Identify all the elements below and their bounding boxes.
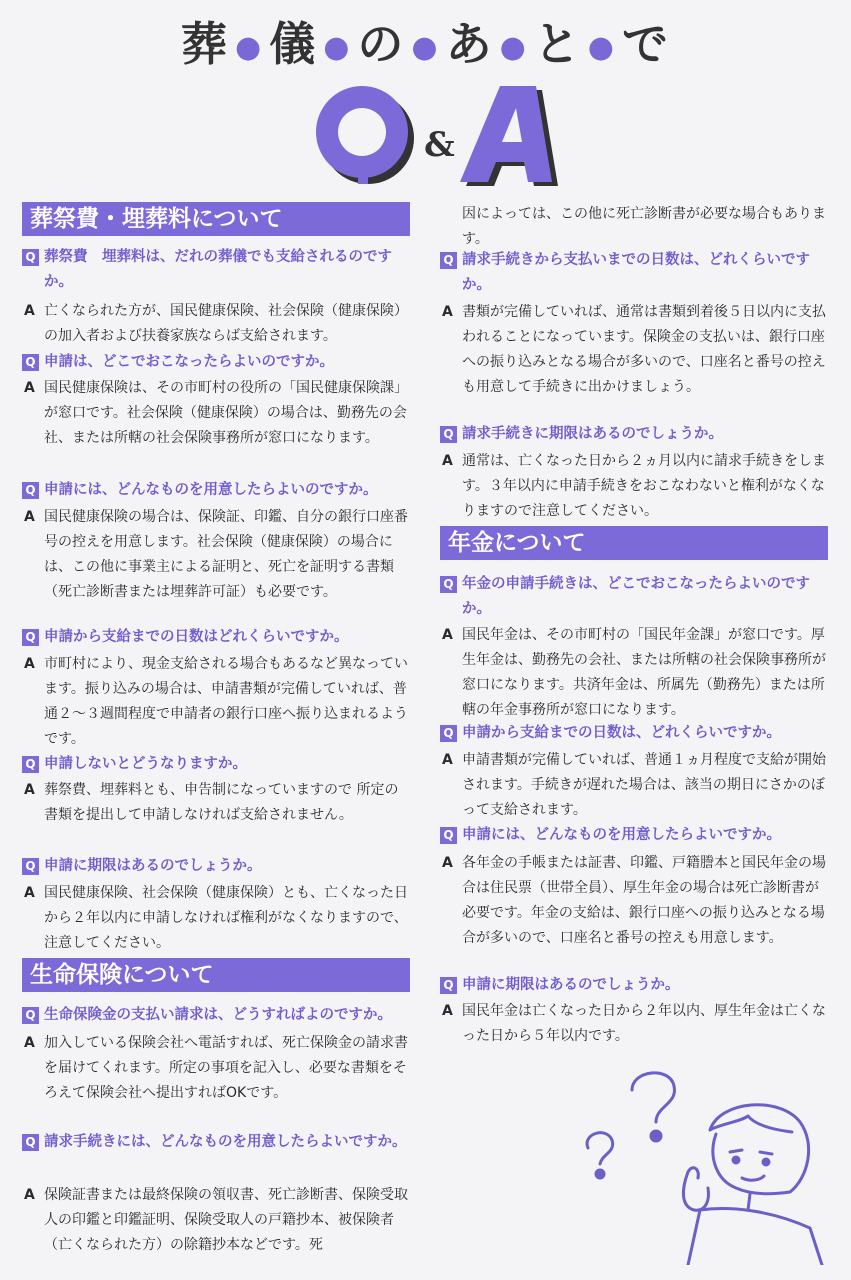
question-text: 請求手続きには、どんなものを用意したらよいですか。 [44,1134,407,1150]
a-marker: A [24,885,35,901]
question [22,752,410,777]
question-text: 請求手続きに期限はあるのでしょうか。 [462,426,723,442]
logo-q-letter [316,86,414,184]
question-mark-icon [632,1073,674,1141]
answer [22,299,410,349]
question-mark-icon [587,1133,613,1178]
answer-text: 国民健康保険は、その市町村の役所の「国民健康保険課」が窓口です。社会保険（健康保険）の場合は、勤務先の会社、または所轄の社会保険事務所が窓口になります。 [44,380,408,446]
answer [22,652,410,752]
q-badge: Q [440,252,457,269]
answer-text: 亡くなられた方が、国民健康保険、社会保険（健康保険）の加入者および扶養家族ならば支給されます。 [44,303,408,344]
question-text: 申請には、どんなものを用意したらよいですか。 [462,827,781,843]
answer-text: 国民健康保険の場合は、保険証、印鑑、自分の銀行口座番号の控えを用意します。社会保険（健康保険）の場合には、この他に事業主による証明と、死亡を証明する書類（死亡診断書または埋葬許可証）も必要です。 [44,509,408,600]
answer [440,300,828,400]
answer [440,999,828,1049]
question [440,823,828,848]
question-text: 申請に期限はあるのでしょうか。 [462,977,680,993]
qa-logo [300,78,560,188]
page-title [0,14,851,74]
answer-text: 葬祭費、埋葬料とも、申告制になっていますので 所定の書類を提出して申請しなければ支給されません。 [44,782,399,823]
answer [22,1183,410,1258]
q-badge: Q [440,827,457,844]
logo-amp: & [424,125,455,165]
answer-text: 市町村により、現金支給される場合もあるなど異なっています。振り込みの場合は、申請書類が完備していれば、普通２～３週間程度で申請者の銀行口座へ振り込まれるようです。 [44,656,408,747]
title-char: と [533,17,582,71]
answer [440,851,828,951]
question-text: 申請に期限はあるのでしょうか。 [44,858,262,874]
logo-a-letter [460,86,558,186]
title-char: 葬 [181,17,230,71]
q-badge: Q [22,354,39,371]
question-text: 申請は、どこでおこなったらよいのですか。 [44,354,334,370]
a-marker: A [442,627,453,643]
a-marker: A [442,1003,453,1019]
a-marker: A [24,303,35,319]
section-header-funeral-costs: 葬祭費・埋葬料について [22,202,410,236]
question-text: 葬祭費 埋葬料は、だれの葬儀でも支給されるのですか。 [44,249,392,290]
q-badge: Q [22,482,39,499]
a-marker: A [24,1035,35,1051]
title-dot: ● [235,29,264,65]
answer [440,748,828,823]
title-char: の [357,17,406,71]
answer-text: 各年金の手帳または証書、印鑑、戸籍謄本と国民年金の場合は住民票（世帯全員）、厚生年金の場合は死亡診断書が必要です。年金の支給は、銀行口座への振り込みとなる場合が多いので、口座名と番号の控えも用意します。 [462,855,826,946]
answer [440,623,828,723]
q-badge: Q [440,576,457,593]
q-badge: Q [22,858,39,875]
question [22,1130,410,1155]
a-marker: A [24,1187,35,1203]
question [440,973,828,998]
title-dot: ● [323,29,352,65]
answer-text: 国民年金は、その市町村の「国民年金課」が窓口です。厚生年金は、勤務先の会社、または所轄の社会保険事務所が窓口になります。共済年金は、所属先（勤務先）または所轄の年金事務所が窓口になります。 [462,627,826,718]
answer-text: 加入している保険会社へ電話すれば、死亡保険金の請求書を届けてくれます。所定の事項を記入し、必要な書類をそろえて保険会社へ提出すればOKです。 [44,1035,408,1101]
question-text: 申請から支給までの日数は、どれくらいですか。 [462,725,781,741]
question-text: 申請しないとどうなりますか。 [44,756,247,772]
answer-text: 通常は、亡くなった日から２ヵ月以内に請求手続きをします。３年以内に申請手続きをおこなわないと権利がなくなりますので注意してください。 [462,453,826,519]
answer-text: 国民健康保険、社会保険（健康保険）とも、亡くなった日から２年以内に申請しなければ権利がなくなりますので、注意してください。 [44,885,408,951]
answer [22,778,410,828]
q-badge: Q [22,249,39,266]
question [440,721,828,746]
q-badge: Q [440,426,457,443]
title-dot: ● [499,29,528,65]
question [440,572,828,622]
question [22,1003,410,1028]
answer-text: 保険証書または最終保険の領収書、死亡診断書、保険受取人の印鑑と印鑑証明、保険受取人の戸籍抄本、被保険者（亡くなられた方）の除籍抄本などです。死 [44,1187,408,1253]
question-text: 年金の申請手続きは、どこでおこなったらよいのですか。 [462,576,810,617]
question-text: 請求手続きから支払いまでの日数は、どれくらいですか。 [462,252,810,293]
question [22,625,410,650]
q-badge: Q [22,629,39,646]
a-marker: A [442,304,453,320]
question-text: 申請には、どんなものを用意したらよいのですか。 [44,482,378,498]
question [22,854,410,879]
answer-text: 書類が完備していれば、通常は書類到着後５日以内に支払われることになっています。保険金の支払いは、銀行口座への振り込みとなる場合が多いので、口座名と番号の控えも用意して手続きに出かけましょう。 [462,304,826,395]
question [22,350,410,375]
q-badge: Q [22,1134,39,1151]
question-text: 申請から支給までの日数はどれくらいですか。 [44,629,349,645]
person-icon [683,1105,822,1265]
thinking-person-illustration [570,1060,830,1265]
section-header-life-insurance: 生命保険について [22,958,410,992]
a-marker: A [442,855,453,871]
title-char: 儀 [269,17,318,71]
answer [22,881,410,956]
answer-text: 国民年金は亡くなった日から２年以内、厚生年金は亡くなった日から５年以内です。 [462,1003,826,1044]
title-dot: ● [587,29,616,65]
answer [440,449,828,524]
title-char: あ [445,17,494,71]
title-char: で [621,17,670,71]
answer [22,505,410,605]
title-dot: ● [411,29,440,65]
q-badge: Q [22,1007,39,1024]
answer-text: 申請書類が完備していれば、普通１ヵ月程度で支給が開始されます。手続きが遅れた場合は、該当の期日にさかのぼって支給されます。 [462,752,826,818]
answer [22,376,410,451]
a-marker: A [24,782,35,798]
question [22,478,410,503]
question [440,422,828,447]
q-badge: Q [440,725,457,742]
question [440,248,828,298]
question-text: 生命保険金の支払い請求は、どうすればよのですか。 [44,1007,392,1023]
a-marker: A [24,380,35,396]
a-marker: A [24,656,35,672]
q-badge: Q [22,756,39,773]
answer-continuation: 因によっては、この他に死亡診断書が必要な場合もあります。 [462,206,826,247]
a-marker: A [442,752,453,768]
q-badge: Q [440,977,457,994]
question [22,245,410,295]
a-marker: A [442,453,453,469]
answer [22,1031,410,1106]
section-header-pension: 年金について [440,526,828,560]
a-marker: A [24,509,35,525]
